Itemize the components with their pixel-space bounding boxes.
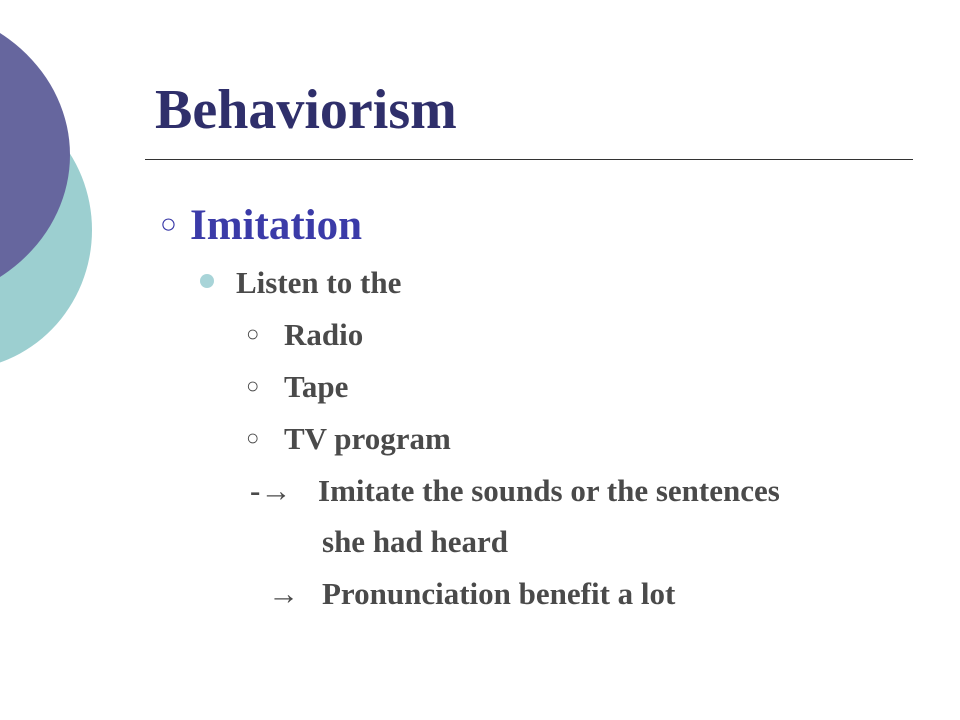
- sub-bullet-tape-label: Tape: [284, 369, 349, 404]
- sub-bullet-radio: [246, 319, 363, 350]
- bullet-listen-to-the: [200, 267, 401, 298]
- hollow-circle-bullet-icon: ○: [160, 209, 177, 240]
- arrow-line-continuation-text: she had heard: [322, 524, 509, 559]
- sub-bullet-tv-program: [246, 423, 451, 454]
- sub-bullet-tape: [246, 371, 348, 402]
- title-divider: [145, 159, 913, 160]
- hollow-circle-bullet-icon: ○: [246, 321, 260, 346]
- arrow-line-pronunciation-text: Pronunciation benefit a lot: [322, 576, 676, 611]
- sub-bullet-tv-program-label: TV program: [284, 421, 451, 456]
- hollow-circle-bullet-icon: ○: [246, 425, 260, 450]
- bullet-imitation: [160, 204, 362, 247]
- sub-bullet-radio-label: Radio: [284, 317, 364, 352]
- dot-bullet-icon: [200, 274, 214, 288]
- arrow-line-pronunciation: [268, 578, 675, 609]
- right-arrow-icon: →: [268, 576, 299, 611]
- right-arrow-icon: -→: [250, 473, 292, 508]
- bullet-listen-label: Listen to the: [236, 265, 402, 300]
- slide-title: Behaviorism: [155, 79, 457, 141]
- bullet-imitation-label: Imitation: [190, 202, 362, 249]
- arrow-line-continuation: [322, 526, 508, 557]
- hollow-circle-bullet-icon: ○: [246, 373, 260, 398]
- arrow-line-imitate: [250, 475, 780, 506]
- arrow-line-imitate-text: Imitate the sounds or the sentences: [318, 473, 780, 508]
